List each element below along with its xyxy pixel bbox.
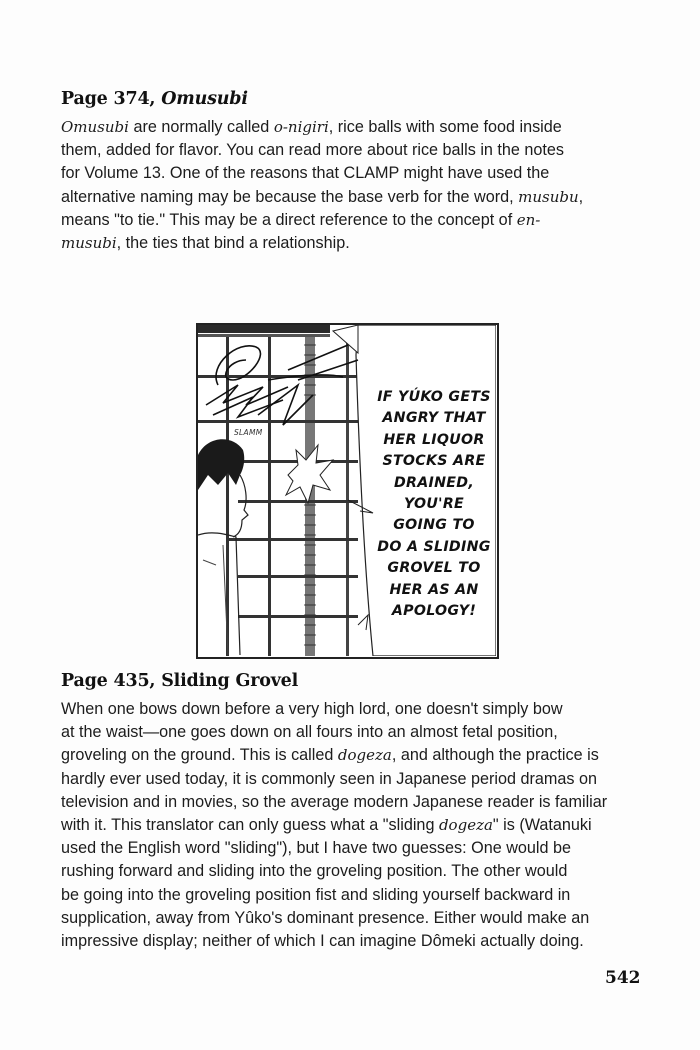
section-body-omusubi [61, 116, 651, 255]
text-line: with it. This translator can only guess what a "sliding dogeza" is (Watanuki [61, 816, 592, 835]
text-line: impressive display; neither of which I can imagine Dômeki actually doing. [61, 932, 584, 951]
text-line: means "to tie." This may be a direct reference to the concept of en- [61, 210, 541, 229]
text-line: television and in movies, so the average modern Japanese reader is familiar [61, 792, 608, 811]
text-line: hardly ever used today, it is commonly seen in Japanese period dramas on [61, 769, 597, 788]
sound-effect-text: SLAMM [234, 428, 263, 437]
text-line: be going into the groveling position ﬁst and sliding yourself backward in [61, 885, 571, 904]
text-line: rushing forward and sliding into the groveling position. The other would [61, 862, 568, 881]
text-line: at the waist—one goes down on all fours into an almost fetal position, [61, 723, 558, 742]
heading-term: Omusubi [161, 89, 248, 109]
section-body-sliding-grovel [61, 698, 651, 953]
section-heading-sliding-grovel [61, 671, 298, 691]
speech-bubble-text: IF YÚKO GETS ANGRY THAT HER LIQUOR STOCKS ARE DRAINED, YOU'RE GOING TO DO A SLIDING GROVEL TO HER AS AN APOLOGY! [377, 389, 491, 620]
text-line: When one bows down before a very high lord, one doesn't simply bow [61, 700, 563, 718]
text-line: supplication, away from Yûko's dominant presence. Either would make an [61, 908, 590, 927]
text-line: them, added for flavor. You can read more about rice balls in the notes [61, 141, 565, 160]
manga-panel-illustration [196, 323, 499, 659]
text-line: groveling on the ground. This is called dogeza, and although the practice is [61, 746, 599, 765]
text-line: used the English word "sliding"), but I have two guesses: One would be [61, 839, 572, 858]
heading-prefix: Page 435, Sliding Grovel [61, 671, 299, 691]
text-line: musubi, the ties that bind a relationship. [61, 234, 350, 253]
page-number: 542 [605, 968, 641, 988]
heading-prefix: Page 374, [61, 89, 162, 109]
text-line: Omusubi are normally called o-nigiri, rice balls with some food inside [61, 118, 562, 136]
text-line: alternative naming may be because the base verb for the word, musubu, [61, 187, 584, 206]
text-line: for Volume 13. One of the reasons that CLAMP might have used the [61, 164, 550, 183]
section-heading-omusubi [61, 89, 248, 109]
